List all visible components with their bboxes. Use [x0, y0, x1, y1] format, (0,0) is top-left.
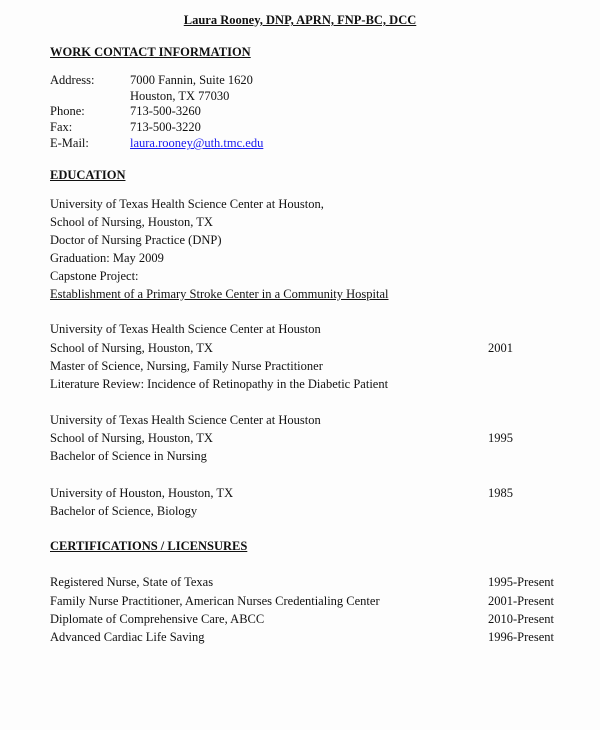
section-heading-contact: WORK CONTACT INFORMATION [50, 45, 251, 59]
edu1-capstone-label: Capstone Project: [50, 269, 139, 283]
resume-name: Laura Rooney, DNP, APRN, FNP-BC, DCC [183, 13, 417, 27]
edu2-degree: Master of Science, Nursing, Family Nurse Practitioner [50, 359, 323, 373]
cert-name: Registered Nurse, State of Texas [50, 575, 214, 589]
edu3-school: School of Nursing, Houston, TX [50, 431, 213, 445]
edu4-line1 [50, 485, 560, 502]
cert-name: Diplomate of Comprehensive Care, ABCC [50, 612, 265, 626]
cert-name: Advanced Cardiac Life Saving [50, 630, 205, 644]
edu2-line2 [50, 340, 560, 357]
edu4-line2 [50, 503, 560, 520]
edu1-line3 [50, 232, 560, 249]
address-line2: Houston, TX 77030 [130, 89, 230, 103]
edu3-line2 [50, 430, 560, 447]
edu4-degree: Bachelor of Science, Biology [50, 504, 198, 518]
fax-value: 713-500-3220 [130, 120, 201, 134]
edu2-line1 [50, 321, 560, 338]
contact-fax-row [50, 119, 560, 136]
phone-value: 713-500-3260 [130, 104, 201, 118]
cert-dates: 2001-Present [488, 594, 554, 608]
edu3-institution: University of Texas Health Science Center at Houston [50, 413, 321, 427]
edu1-line5 [50, 268, 560, 285]
edu1-institution: University of Texas Health Science Center at Houston, [50, 197, 324, 211]
cert-row [50, 574, 560, 591]
phone-label: Phone: [50, 104, 85, 118]
cert-row [50, 629, 560, 646]
contact-phone-row [50, 103, 560, 120]
edu4-year: 1985 [488, 486, 513, 500]
edu2-line4 [50, 376, 560, 393]
cert-dates: 1996-Present [488, 630, 554, 644]
edu4-institution: University of Houston, Houston, TX [50, 486, 234, 500]
edu3-line3 [50, 448, 560, 465]
edu1-line4 [50, 250, 560, 267]
contact-address-row [50, 72, 560, 89]
edu2-year: 2001 [488, 341, 513, 355]
cert-name: Family Nurse Practitioner, American Nurses Credentialing Center [50, 594, 380, 608]
edu2-school: School of Nursing, Houston, TX [50, 341, 213, 355]
edu3-line1 [50, 412, 560, 429]
section-heading-education: EDUCATION [50, 168, 126, 182]
contact-email-row [50, 135, 560, 152]
address-line1: 7000 Fannin, Suite 1620 [130, 73, 253, 87]
edu3-year: 1995 [488, 431, 513, 445]
edu1-line2 [50, 214, 560, 231]
email-label: E-Mail: [50, 136, 89, 150]
edu1-graduation: Graduation: May 2009 [50, 251, 164, 265]
fax-label: Fax: [50, 120, 73, 134]
email-link[interactable]: laura.rooney@uth.tmc.edu [130, 136, 264, 150]
section-heading-certifications: CERTIFICATIONS / LICENSURES [50, 539, 248, 553]
cert-dates: 2010-Present [488, 612, 554, 626]
edu1-line6 [50, 286, 560, 303]
edu1-school: School of Nursing, Houston, TX [50, 215, 213, 229]
address-label: Address: [50, 73, 95, 87]
edu1-capstone-title: Establishment of a Primary Stroke Center in a Community Hospital [50, 287, 389, 301]
edu1-line1 [50, 196, 560, 213]
cert-dates: 1995-Present [488, 575, 554, 589]
edu1-degree: Doctor of Nursing Practice (DNP) [50, 233, 222, 247]
edu2-institution: University of Texas Health Science Center at Houston [50, 322, 321, 336]
edu3-degree: Bachelor of Science in Nursing [50, 449, 207, 463]
cert-row [50, 593, 560, 610]
edu2-line3 [50, 358, 560, 375]
edu2-review: Literature Review: Incidence of Retinopathy in the Diabetic Patient [50, 377, 389, 391]
cert-row [50, 611, 560, 628]
